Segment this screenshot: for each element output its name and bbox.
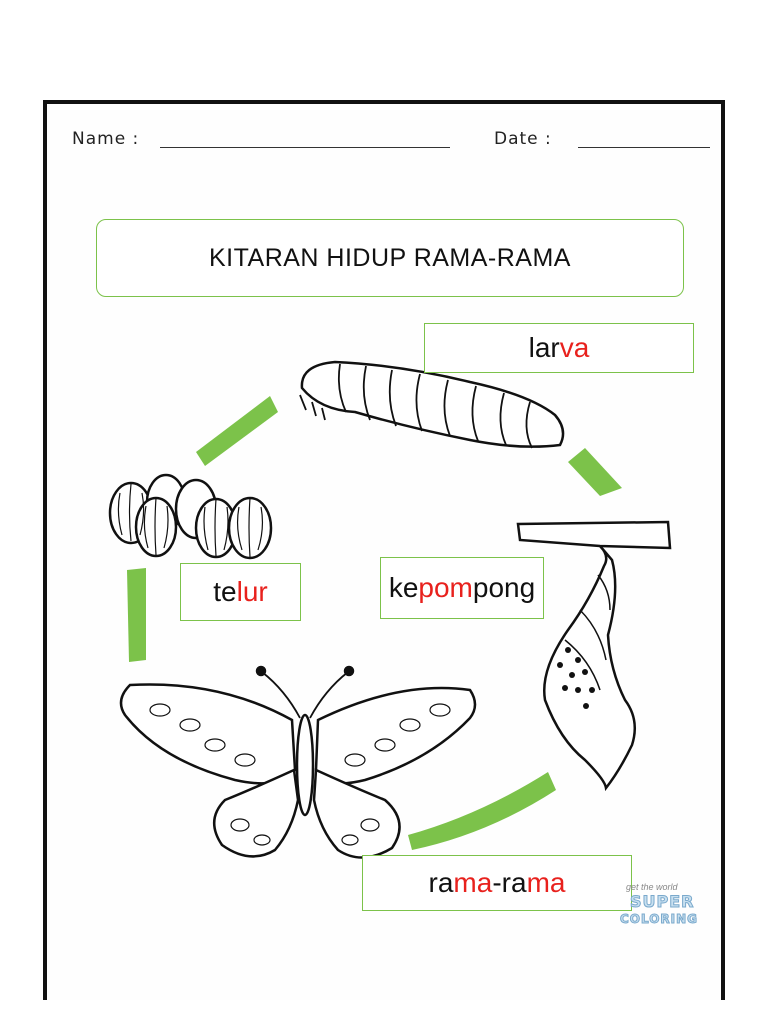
super-coloring-logo — [620, 882, 710, 932]
arc-arrow-bottom-right — [408, 772, 556, 850]
cycle-arrows — [127, 396, 622, 850]
label-larva-part2: va — [559, 332, 590, 363]
butterfly-illustration — [121, 667, 475, 858]
arc-arrow-left — [127, 568, 146, 662]
date-label: Date : — [494, 129, 552, 149]
arc-arrow-top-right — [568, 448, 622, 496]
name-label: Name : — [72, 129, 140, 149]
logo-tagline: get the world — [626, 882, 678, 892]
label-kepompong-part2: pom — [418, 572, 473, 603]
label-kepompong-part3: pong — [472, 572, 536, 603]
logo-word-super: SUPER — [630, 892, 695, 911]
label-kepompong[interactable] — [380, 557, 544, 619]
label-larva-part1: lar — [528, 332, 560, 363]
label-rama-part1: ra — [428, 867, 454, 898]
label-kepompong-part1: ke — [388, 572, 419, 603]
label-larva[interactable] — [424, 323, 694, 373]
label-telur[interactable] — [180, 563, 301, 621]
eggs-illustration — [110, 475, 271, 558]
logo-word-coloring: COLORING — [620, 912, 699, 926]
label-telur-part2: lur — [236, 576, 268, 607]
arc-arrow-top-left — [196, 396, 278, 466]
label-rama-rama[interactable] — [362, 855, 632, 911]
caterpillar-illustration — [300, 362, 563, 448]
page-title: KITARAN HIDUP RAMA-RAMA — [208, 243, 571, 272]
label-rama-part2: ma — [453, 867, 493, 898]
label-rama-part3: -ra — [492, 867, 527, 898]
label-rama-part4: ma — [526, 867, 566, 898]
label-telur-part1: te — [213, 576, 237, 607]
